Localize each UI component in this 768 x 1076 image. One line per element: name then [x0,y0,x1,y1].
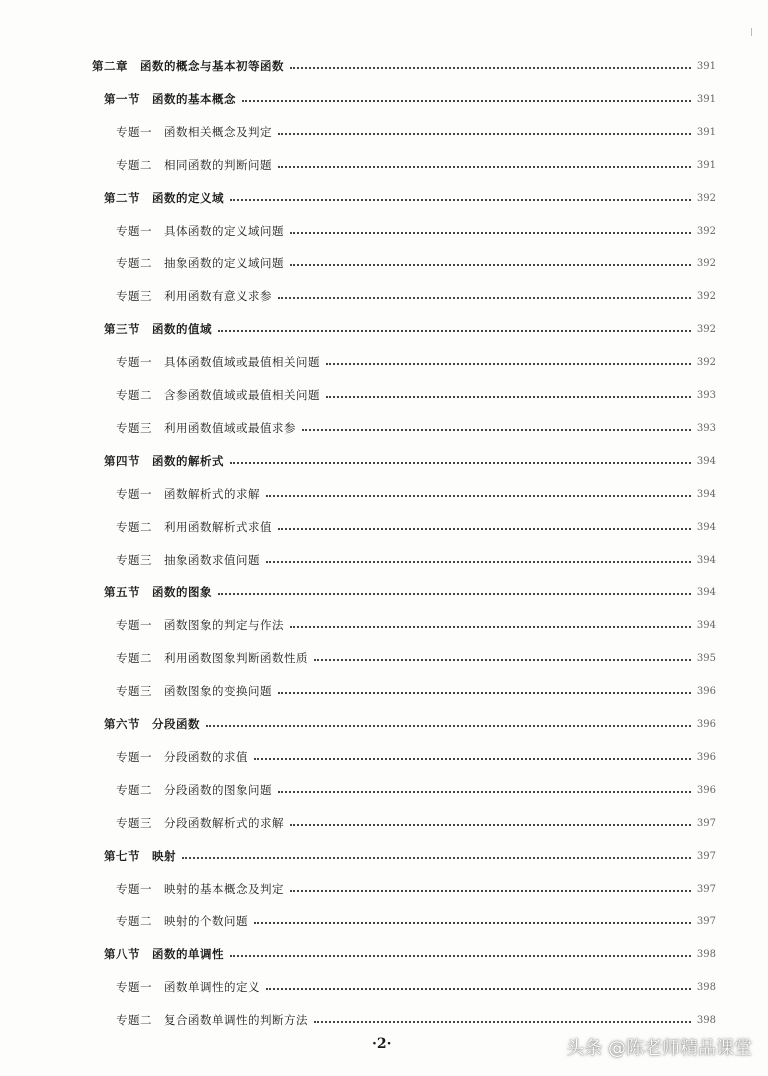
toc-section [104,714,716,734]
toc-entry-page: 393 [696,389,716,401]
dot-leader [278,528,691,530]
dot-leader [266,495,691,497]
toc-entry-label: 专题二 [116,388,152,402]
toc-entry-page: 391 [696,93,716,105]
toc-entry-label: 专题一 [116,750,152,764]
toc-entry-title: 映射 [152,849,176,863]
dot-leader [266,988,691,990]
toc-entry-label: 专题一 [116,882,152,896]
toc-entry-page: 394 [696,455,716,467]
toc-entry-label: 专题二 [116,783,152,797]
dot-leader [290,824,691,826]
toc-entry-page: 392 [696,225,716,237]
toc-entry-page: 398 [696,981,716,993]
dot-leader [218,330,691,332]
dot-leader [206,725,691,727]
toc-entry-label: 第二章 [92,59,128,73]
toc-entry-title: 抽象函数求值问题 [164,553,260,567]
toc-entry-page: 396 [696,784,716,796]
toc-entry-title: 函数相关概念及判定 [164,125,272,139]
dot-leader [326,363,691,365]
toc-entry-label: 专题一 [116,980,152,994]
toc-entry-label: 专题三 [116,684,152,698]
toc-entry-page: 391 [696,126,716,138]
toc-entry-title: 函数的单调性 [152,947,224,961]
toc-entry-label: 专题一 [116,224,152,238]
toc-section [104,944,716,964]
dot-leader [230,955,691,957]
toc-entry-title: 函数的基本概念 [152,92,236,106]
toc-entry-page: 392 [696,257,716,269]
toc-entry-title: 函数的值域 [152,322,212,336]
scan-mark [751,28,758,36]
toc-topic [116,418,716,438]
toc-topic [116,385,716,405]
toc-entry-label: 第五节 [104,585,140,599]
toc-entry-page: 398 [696,1014,716,1026]
toc-topic [116,977,716,997]
toc-entry-label: 专题二 [116,914,152,928]
toc-entry-title: 函数的概念与基本初等函数 [140,59,284,73]
toc-entry-label: 专题三 [116,553,152,567]
toc-entry-label: 专题三 [116,289,152,303]
toc-entry-page: 391 [696,159,716,171]
toc-entry-label: 专题一 [116,618,152,632]
dot-leader [290,67,691,69]
toc-entry-title: 具体函数的定义域问题 [164,224,284,238]
toc-entry-title: 函数图象的变换问题 [164,684,272,698]
toc-entry-title: 映射的基本概念及判定 [164,882,284,896]
toc-entry-page: 392 [696,290,716,302]
toc-entry-page: 396 [696,718,716,730]
toc-entry-title: 函数的定义域 [152,191,224,205]
dot-leader [182,857,691,859]
toc-entry-label: 专题二 [116,520,152,534]
toc-entry-page: 394 [696,586,716,598]
toc-topic [116,550,716,570]
toc-entry-page: 395 [696,652,716,664]
toc-entry-page: 394 [696,488,716,500]
toc-topic [116,484,716,504]
toc-entry-page: 392 [696,356,716,368]
dot-leader [278,692,691,694]
toc-entry-title: 利用函数值域或最值求参 [164,421,296,435]
toc-section [104,582,716,602]
toc-entry-label: 专题一 [116,487,152,501]
dot-leader [278,297,691,299]
toc-entry-label: 专题三 [116,421,152,435]
toc-entry-label: 第八节 [104,947,140,961]
toc-entry-title: 分段函数 [152,717,200,731]
dot-leader [290,264,691,266]
toc-entry-title: 利用函数解析式求值 [164,520,272,534]
dot-leader [242,100,691,102]
toc-entry-title: 函数图象的判定与作法 [164,618,284,632]
toc-topic [116,221,716,241]
toc-entry-page: 393 [696,422,716,434]
toc-entry-page: 397 [696,915,716,927]
toc-entry-page: 392 [696,192,716,204]
toc-entry-label: 专题一 [116,355,152,369]
toc-entry-page: 397 [696,850,716,862]
toc-entry-title: 利用函数有意义求参 [164,289,272,303]
toc-entry-page: 397 [696,817,716,829]
toc-section [104,89,716,109]
toc-entry-title: 分段函数的图象问题 [164,783,272,797]
toc-entry-page: 396 [696,751,716,763]
toc-topic [116,615,716,635]
toc-entry-title: 含参函数值域或最值相关问题 [164,388,320,402]
toc-section [104,319,716,339]
toc-entry-label: 第四节 [104,454,140,468]
watermark: 头条 @陈老师精品课堂 [566,1038,752,1059]
toc-entry-label: 专题二 [116,158,152,172]
toc-topic [116,1010,716,1030]
toc-topic [116,155,716,175]
toc-entry-page: 397 [696,883,716,895]
toc-section [104,451,716,471]
page-number: ·2· [372,1036,392,1052]
toc-entry-title: 复合函数单调性的判断方法 [164,1013,308,1027]
dot-leader [302,429,691,431]
dot-leader [254,922,691,924]
dot-leader [326,396,691,398]
toc-entry-title: 函数的图象 [152,585,212,599]
toc-topic [116,879,716,899]
toc-topic [116,122,716,142]
toc-entry-label: 第一节 [104,92,140,106]
toc-entry-label: 第二节 [104,191,140,205]
toc-entry-page: 398 [696,948,716,960]
toc-topic [116,747,716,767]
dot-leader [218,593,691,595]
toc-topic [116,286,716,306]
dot-leader [290,890,691,892]
toc-topic [116,648,716,668]
toc-entry-label: 第三节 [104,322,140,336]
toc-entry-label: 专题一 [116,125,152,139]
dot-leader [290,626,691,628]
dot-leader [278,166,691,168]
toc-entry-title: 映射的个数问题 [164,914,248,928]
toc-entry-page: 396 [696,685,716,697]
dot-leader [230,199,691,201]
toc-entry-title: 具体函数值域或最值相关问题 [164,355,320,369]
toc-entry-title: 函数解析式的求解 [164,487,260,501]
dot-leader [266,561,691,563]
dot-leader [314,659,691,661]
toc-section [104,846,716,866]
toc-section [104,188,716,208]
toc-entry-title: 函数单调性的定义 [164,980,260,994]
toc-entry-page: 394 [696,521,716,533]
toc-topic [116,681,716,701]
toc-topic [116,911,716,931]
toc-entry-label: 专题二 [116,651,152,665]
toc-entry-title: 利用函数图象判断函数性质 [164,651,308,665]
toc-entry-label: 第六节 [104,717,140,731]
dot-leader [290,232,691,234]
toc-topic [116,352,716,372]
toc-entry-title: 函数的解析式 [152,454,224,468]
dot-leader [278,133,691,135]
toc-entry-page: 394 [696,619,716,631]
toc-topic [116,253,716,273]
dot-leader [230,462,691,464]
toc-entry-label: 专题二 [116,1013,152,1027]
dot-leader [278,791,691,793]
dot-leader [314,1021,691,1023]
toc-entry-label: 专题三 [116,816,152,830]
toc-entry-title: 分段函数的求值 [164,750,248,764]
toc-entry-label: 专题二 [116,256,152,270]
toc-entry-page: 391 [696,60,716,72]
toc-entry-title: 分段函数解析式的求解 [164,816,284,830]
toc-entry-page: 392 [696,323,716,335]
toc-entry-page: 394 [696,554,716,566]
dot-leader [254,758,691,760]
toc-chapter [92,56,716,76]
toc-entry-label: 第七节 [104,849,140,863]
toc-entry-title: 相同函数的判断问题 [164,158,272,172]
toc-topic [116,780,716,800]
toc-topic [116,517,716,537]
toc-entry-title: 抽象函数的定义域问题 [164,256,284,270]
toc-topic [116,813,716,833]
